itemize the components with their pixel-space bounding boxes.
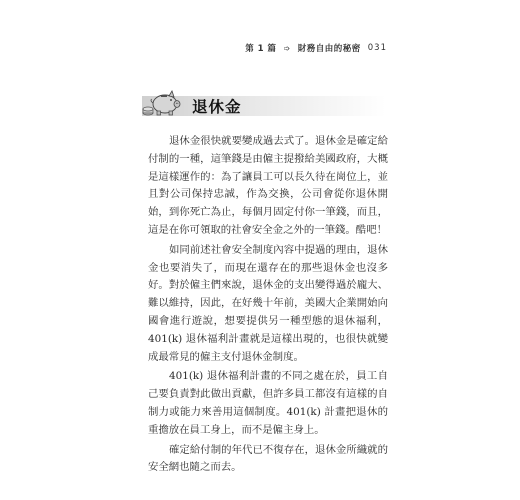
paragraph: 退休金很快就要變成過去式了。退休金是確定給付制的一種，這筆錢是由僱主提撥給美國政府，大概是這樣運作的：為了讓員工可以長久待在崗位上，並且對公司保持忠誠，作為交換，公司會從你退休開始，到你死亡為止，每個月固定付你一筆錢，而且，這是在你可領取的社會安全金之外的一筆錢。酷吧！ — [148, 135, 388, 236]
arrow-icon: ➩ — [283, 43, 291, 53]
paragraph: 確定給付制的年代已不復存在，退休金所織就的安全網也隨之而去。 — [148, 443, 388, 474]
piggy-bank-icon — [142, 86, 182, 118]
section-title: 退休金 — [192, 98, 242, 116]
section-heading — [134, 86, 386, 120]
running-header — [245, 42, 387, 54]
page-number: 031 — [367, 43, 387, 53]
paragraph: 401(k) 退休福利計畫的不同之處在於，員工自己要負責對此做出貢獻，但許多員工都沒有這樣的自制力或能力來善用這個制度。401(k) 計畫把退休的重擔放在員工身上，而不是僱主身上。 — [148, 370, 388, 436]
paragraph: 如同前述社會安全制度內容中提過的理由，退休金也要消失了，而現在還存在的那些退休金也沒多好。對於僱主們來說，退休金的支出變得過於龐大、難以維持，因此，在好幾十年前，美國大企業開始向國會進行遊說，想要提供另一種型態的退休福利，401(k) 退休福利計畫就是這樣出現的，也很快就變成最常見的僱主支付退休金制度。 — [148, 243, 388, 363]
body-text — [148, 133, 388, 479]
book-title: 財務自由的秘密 — [297, 44, 361, 54]
chapter-label: 第 1 篇 — [245, 44, 277, 54]
